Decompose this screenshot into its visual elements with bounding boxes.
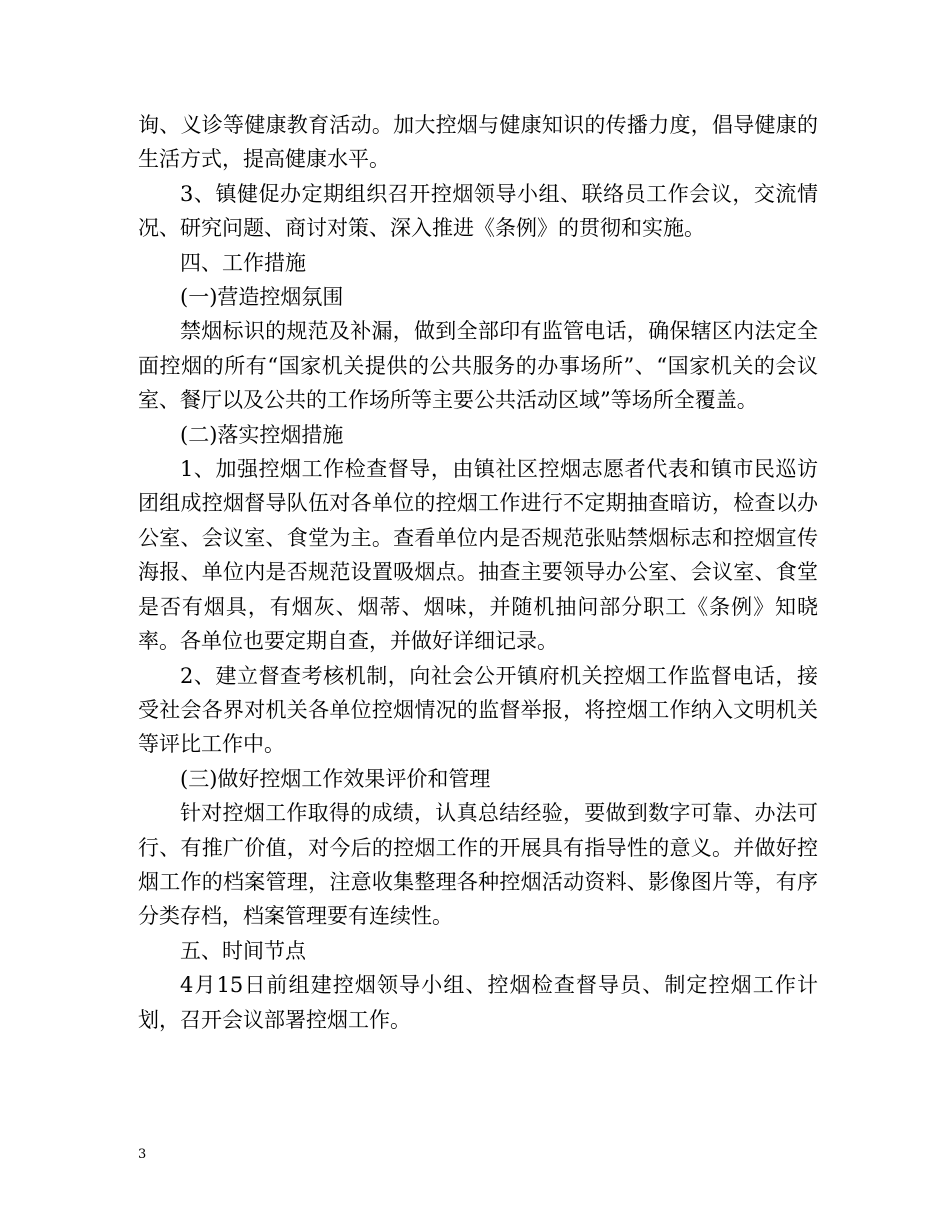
section-heading-measures: 四、工作措施 bbox=[180, 250, 306, 275]
section-heading-timeline: 五、时间节点 bbox=[180, 938, 306, 963]
paragraph-assessment: 2、建立督查考核机制，向社会公开镇府机关控烟工作监督电话，接受社会各界对机关各单位控烟情况的监督举报，将控烟工作纳入文明机关等评比工作中。 bbox=[138, 663, 818, 757]
paragraph-1: 询、义诊等健康教育活动。加大控烟与健康知识的传播力度，倡导健康的生活方式，提高健康水平。 bbox=[138, 113, 818, 172]
subheading-implement: (二)落实控烟措施 bbox=[180, 422, 344, 447]
document-body bbox=[138, 108, 818, 1037]
subheading-evaluation: (三)做好控烟工作效果评价和管理 bbox=[180, 766, 491, 791]
paragraph-2: 3、镇健促办定期组织召开控烟领导小组、联络员工作会议，交流情况、研究问题、商讨对策、深入推进《条例》的贯彻和实施。 bbox=[138, 181, 818, 241]
paragraph-signage: 禁烟标识的规范及补漏，做到全部印有监管电话，确保辖区内法定全面控烟的所有“国家机关提供的公共服务的办事场所”、“国家机关的会议室、餐厅以及公共的工作场所等主要公共活动区域”等场所全覆盖。 bbox=[138, 319, 818, 413]
page-number: 3 bbox=[138, 1147, 147, 1162]
paragraph-inspection: 1、加强控烟工作检查督导，由镇社区控烟志愿者代表和镇市民巡访团组成控烟督导队伍对各单位的控烟工作进行不定期抽查暗访，检查以办公室、会议室、食堂为主。查看单位内是否规范张贴禁烟标志和控烟宣传海报、单位内是否规范设置吸烟点。抽查主要领导办公室、会议室、食堂是否有烟具，有烟灰、烟蒂、烟味，并随机抽问部分职工《条例》知晓率。各单位也要定期自查，并做好详细记录。 bbox=[138, 457, 818, 654]
paragraph-evaluation: 针对控烟工作取得的成绩，认真总结经验，要做到数字可靠、办法可行、有推广价值，对今后的控烟工作的开展具有指导性的意义。并做好控烟工作的档案管理，注意收集整理各种控烟活动资料、影像图片等，有序分类存档，档案管理要有连续性。 bbox=[138, 801, 818, 929]
subheading-atmosphere: (一)营造控烟氛围 bbox=[180, 285, 344, 310]
paragraph-timeline: 4月15日前组建控烟领导小组、控烟检查督导员、制定控烟工作计划，召开会议部署控烟工作。 bbox=[138, 973, 818, 1032]
